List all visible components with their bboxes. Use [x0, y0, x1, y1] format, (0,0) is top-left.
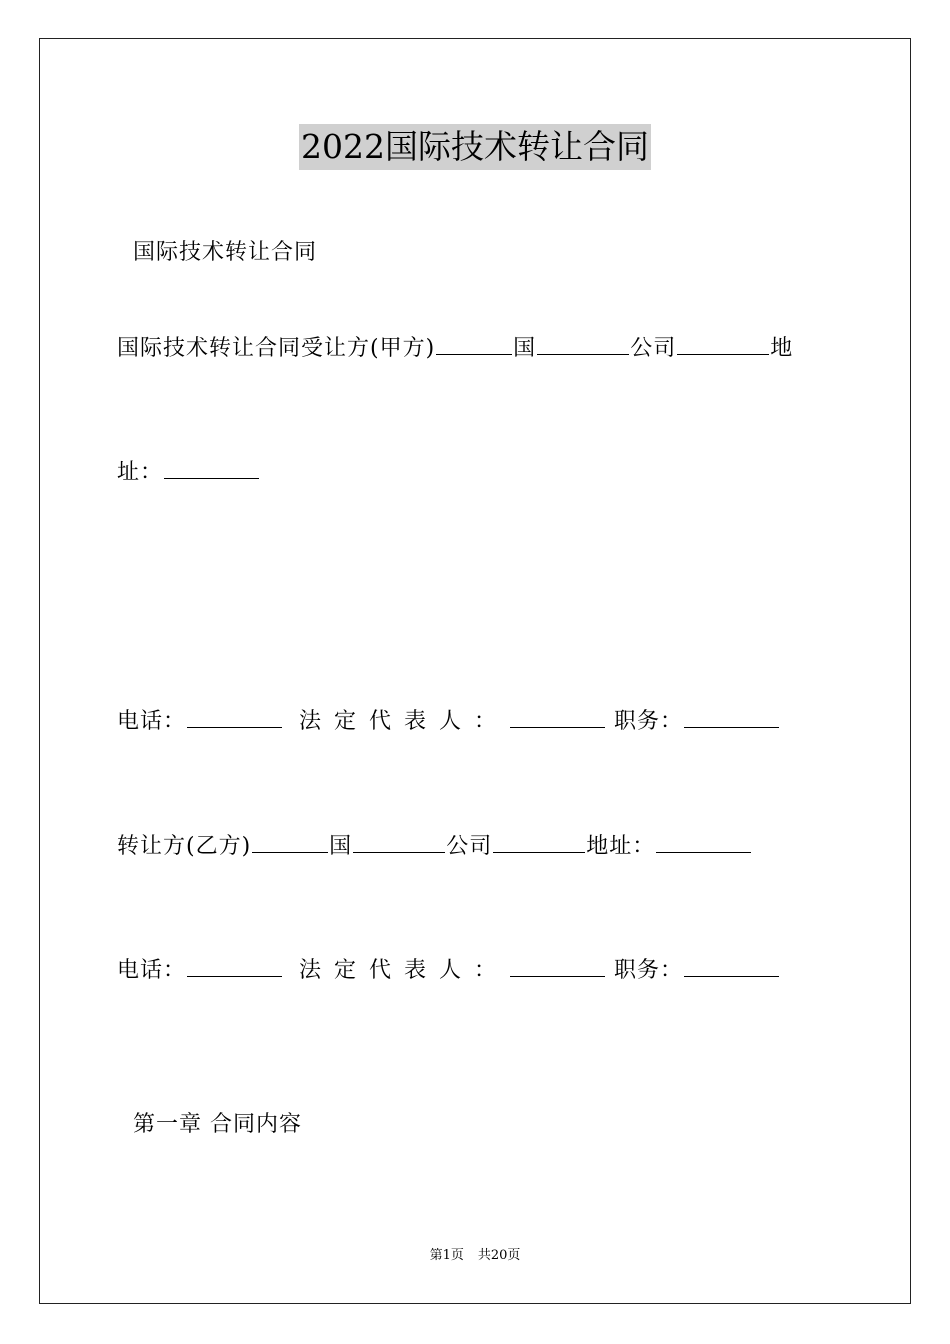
page-footer — [0, 1247, 950, 1265]
party-b-blank-3[interactable] — [493, 832, 585, 853]
party-a-blank-3[interactable] — [677, 334, 769, 355]
party-b-country-label: 国 — [329, 834, 353, 859]
party-a-address-end: 址： — [117, 460, 164, 485]
document-subtitle — [117, 208, 317, 268]
party-b-blank-2[interactable] — [353, 832, 445, 853]
party-a-prefix: 国际技术转让合同受让方(甲方) — [117, 336, 436, 361]
party-a-address-start: 地 — [770, 336, 794, 361]
party-a-company-label: 公司 — [630, 336, 677, 361]
party-a-address-blank[interactable] — [164, 458, 259, 479]
party-a-phone-label: 电话： — [117, 709, 187, 734]
party-a-phone-blank[interactable] — [187, 707, 282, 728]
document-title: 2022国际技术转让合同 — [299, 124, 651, 170]
chapter-heading — [117, 1080, 302, 1140]
party-a-contact-line — [117, 707, 780, 737]
party-b-company-label: 公司 — [446, 834, 493, 859]
party-b-line — [117, 832, 752, 862]
party-a-line — [117, 334, 793, 364]
party-a-address-line — [117, 458, 260, 488]
title-container — [0, 124, 950, 170]
party-a-blank-2[interactable] — [537, 334, 629, 355]
party-a-position-label: 职务： — [614, 709, 684, 734]
party-b-position-blank[interactable] — [684, 956, 779, 977]
party-a-blank-1[interactable] — [436, 334, 512, 355]
party-b-address-label: 地址： — [586, 834, 656, 859]
party-a-position-blank[interactable] — [684, 707, 779, 728]
party-b-legal-rep-blank[interactable] — [510, 956, 605, 977]
party-b-address-blank[interactable] — [656, 832, 751, 853]
party-b-blank-1[interactable] — [252, 832, 328, 853]
party-b-legal-rep-label: 法定代表人： — [299, 958, 510, 983]
page-total: 共20页 — [477, 1248, 521, 1263]
party-b-contact-line — [117, 956, 780, 986]
party-b-position-label: 职务： — [614, 958, 684, 983]
party-a-legal-rep-label: 法定代表人： — [299, 709, 510, 734]
party-b-phone-label: 电话： — [117, 958, 187, 983]
party-a-legal-rep-blank[interactable] — [510, 707, 605, 728]
party-b-prefix: 转让方(乙方) — [117, 834, 252, 859]
party-a-country-label: 国 — [513, 336, 537, 361]
subtitle-text: 国际技术转让合同 — [133, 240, 318, 265]
party-b-phone-blank[interactable] — [187, 956, 282, 977]
chapter-1-title: 第一章 合同内容 — [133, 1112, 302, 1137]
page-current: 第1页 — [429, 1248, 464, 1263]
